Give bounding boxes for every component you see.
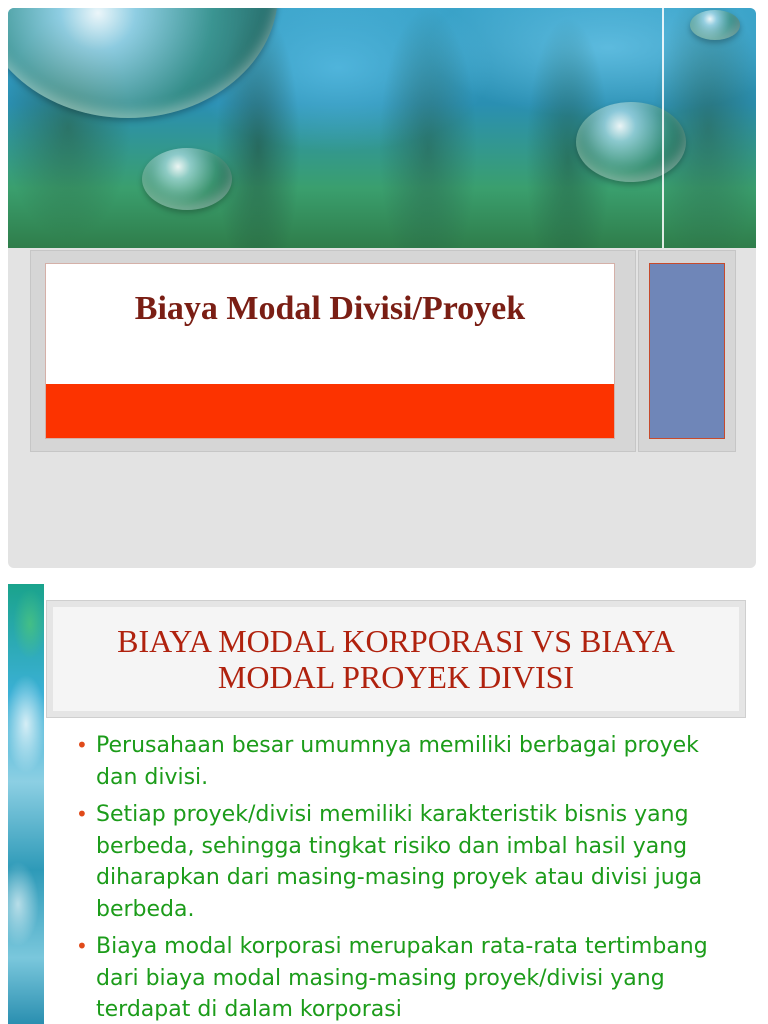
heading-frame <box>46 600 746 718</box>
water-drop-image <box>576 102 686 182</box>
slide-heading-line-1: BIAYA MODAL KORPORASI VS BIAYA <box>117 623 675 659</box>
bullet-marker: • <box>76 802 88 826</box>
slide-content <box>8 584 756 1024</box>
heading-panel <box>53 607 739 711</box>
water-drops-banner-image <box>8 8 756 248</box>
title-panel <box>45 263 615 439</box>
bullet-marker: • <box>76 934 88 958</box>
bullet-text: Perusahaan besar umumnya memiliki berbagai proyek dan divisi. <box>96 733 699 790</box>
bullet-text: Biaya modal korporasi merupakan rata-rata tertimbang dari biaya modal masing-masing proyek/divisi yang terdapat di dalam korporasi <box>96 934 708 1022</box>
bullet-marker: • <box>76 733 88 757</box>
water-drop-image <box>142 148 232 210</box>
title-accent-bar <box>46 384 614 438</box>
slide-title-text: Biaya Modal Divisi/Proyek <box>134 290 526 327</box>
bullet-list <box>70 730 730 1024</box>
bullet-text: Setiap proyek/divisi memiliki karakteristik bisnis yang berbeda, sehingga tingkat risiko dan imbal hasil yang diharapkan dari masing-masing proyek atau divisi juga berbeda. <box>96 802 703 922</box>
slide-title <box>8 8 756 568</box>
water-drop-image <box>690 10 740 40</box>
water-drop-image <box>8 8 278 118</box>
list-item <box>70 730 730 793</box>
banner-divider-line <box>662 8 664 248</box>
list-item <box>70 799 730 925</box>
side-frame <box>638 250 736 452</box>
slide-heading-line-2: MODAL PROYEK DIVISI <box>217 659 575 695</box>
slide-heading <box>117 623 675 695</box>
water-strip-image <box>8 584 44 1024</box>
list-item <box>70 931 730 1024</box>
title-frame <box>30 250 636 452</box>
side-accent-panel <box>649 263 725 439</box>
